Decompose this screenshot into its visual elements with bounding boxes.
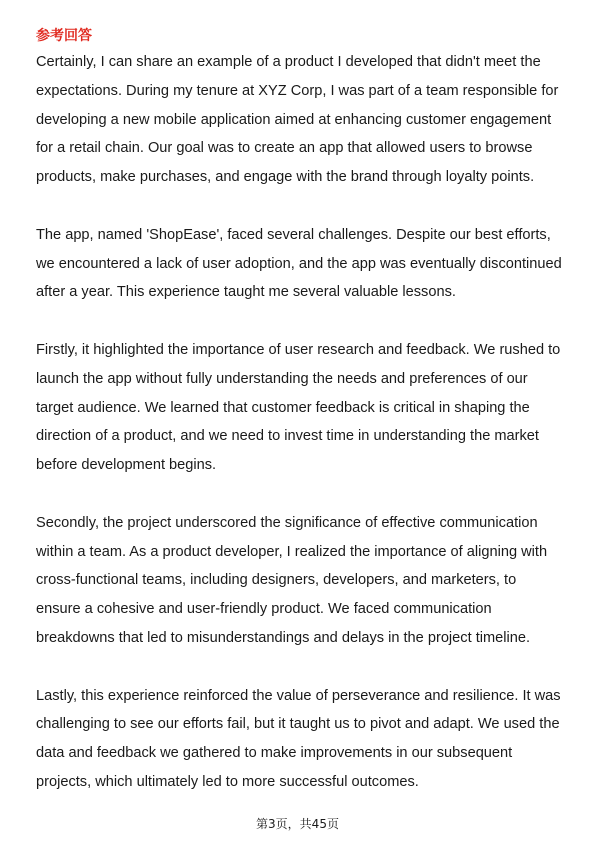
page-number-footer: 第3页，共45页: [256, 817, 339, 831]
paragraph-2: The app, named 'ShopEase', faced several challenges. Despite our best efforts, we encountered a lack of user adoption, and the app was eventually discontinued after a year. This experience taught me several valuable lessons.: [36, 226, 562, 301]
paragraph-5: Lastly, this experience reinforced the value of perseverance and resilience. It was challenging to see our efforts fail, but it taught us to pivot and adapt. We used the data and feedback we gathered to make improvements in our subsequent projects, which ultimately led to more successful outcomes.: [36, 687, 561, 790]
paragraph-1: Certainly, I can share an example of a product I developed that didn't meet the expectations. During my tenure at XYZ Corp, I was part of a team responsible for developing a new mobile application aimed at enhancing customer engagement for a retail chain. Our goal was to create an app that allowed users to browse products, make purchases, and engage with the brand through loyalty points.: [36, 54, 559, 186]
section-heading: 参考回答: [36, 28, 92, 44]
paragraph-3: Firstly, it highlighted the importance of user research and feedback. We rushed to launch the app without fully understanding the needs and preferences of our target audience. We learned that customer feedback is critical in shaping the direction of a product, and we need to invest time in understanding the market before development begins.: [36, 341, 561, 474]
paragraph-4: Secondly, the project underscored the significance of effective communication within a team. As a product developer, I realized the importance of aligning with cross-functional teams, including designers, developers, and marketers, to ensure a cohesive and user-friendly product. We faced communication breakdowns that led to misunderstandings and delays in the project timeline.: [36, 514, 548, 646]
answer-body: [36, 48, 564, 797]
